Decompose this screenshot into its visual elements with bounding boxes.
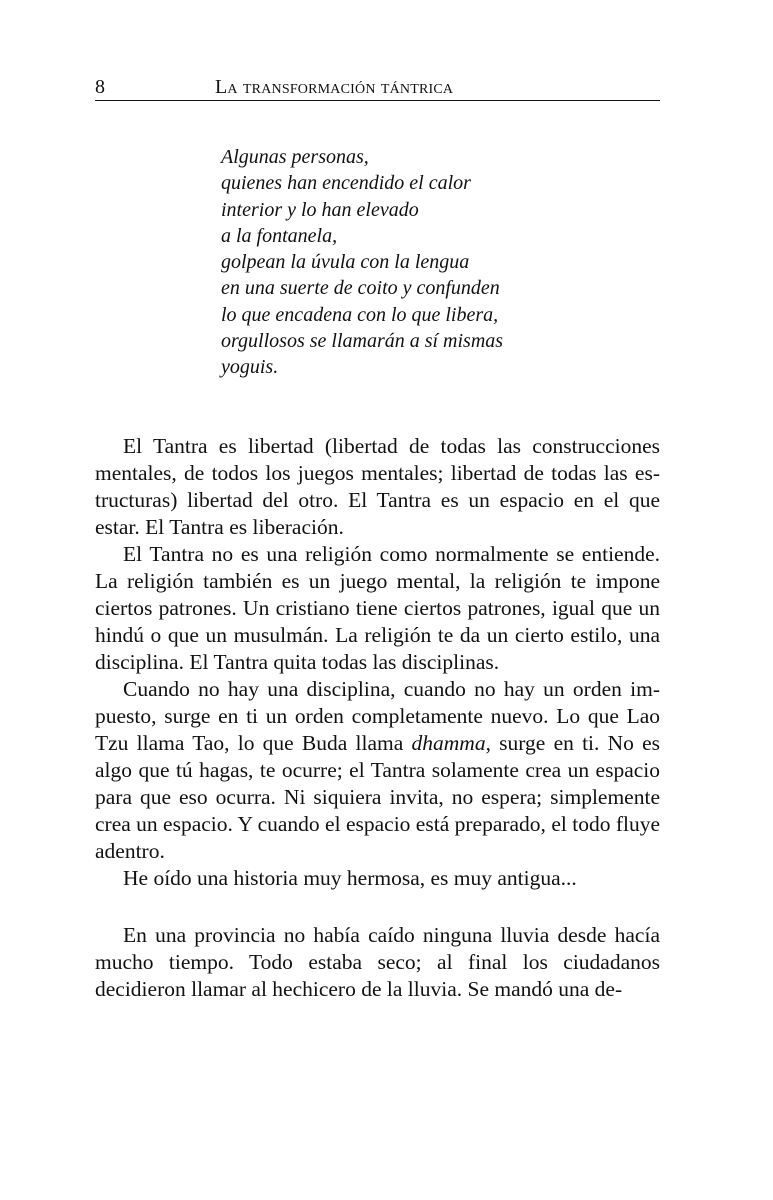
running-title: La transformación tántrica: [215, 76, 454, 98]
page-number: 8: [95, 76, 105, 98]
paragraph-provincia: En una provincia no había caído ninguna lluvia desde hacía mucho tiempo. Todo estaba seco; al final los ciudadanos decidieron llamar al hechicero de la lluvia. Se mandó una de-: [95, 923, 660, 1001]
paragraph-text: Cuando no hay una disciplina, cuando no hay un orden impuesto, surge en ti un orden completamente nuevo. Lo que Lao Tzu llama Tao, lo que Buda llama: [95, 677, 660, 755]
epigraph-line: quienes han encendido el calor: [221, 172, 471, 195]
epigraph-line: Algunas personas,: [221, 146, 369, 168]
paragraph-tantra-libertad: El Tantra es libertad (libertad de todas las construcciones mentales, de todos los juegos mentales; libertad de todas las estructuras) libertad del otro. El Tantra es un espacio en el que estar. El Tantra es liberación.: [95, 434, 660, 539]
emphasized-term: dhamma: [411, 731, 486, 755]
epigraph-poem: [221, 144, 661, 381]
body-text: [95, 433, 660, 1003]
epigraph-line: interior y lo han elevado: [221, 198, 419, 221]
running-header: [95, 74, 660, 101]
epigraph-line: en una suerte de coito y confunden: [221, 277, 500, 300]
paragraph-tantra-orden: [95, 676, 660, 865]
epigraph-line: orgullosos se llamarán a sí mismas: [221, 330, 504, 353]
paragraph-historia: He oído una historia muy hermosa, es muy antigua...: [123, 866, 577, 890]
epigraph-line: lo que encadena con lo que libera,: [221, 303, 499, 326]
epigraph-line: a la fontanela,: [221, 224, 338, 247]
epigraph-line: golpean la úvula con la lengua: [221, 251, 470, 274]
epigraph-line: yoguis.: [221, 356, 279, 379]
paragraph-text: , surge en ti. No es algo que tú hagas, te ocurre; el Tantra solamente crea un espacio para que eso ocurra. Ni siquiera invita, no espera; simplemente crea un espacio. Y cuando el espacio está preparado, el todo fluye adentro.: [95, 731, 661, 863]
paragraph-tantra-religion: El Tantra no es una religión como normalmente se entiende. La religión también es un juego mental, la religión te impone ciertos patrones. Un cristiano tiene ciertos patrones, igual que un hindú o que un musulmán. La religión te da un cierto estilo, una disciplina. El Tantra quita todas las disciplinas.: [95, 542, 660, 674]
